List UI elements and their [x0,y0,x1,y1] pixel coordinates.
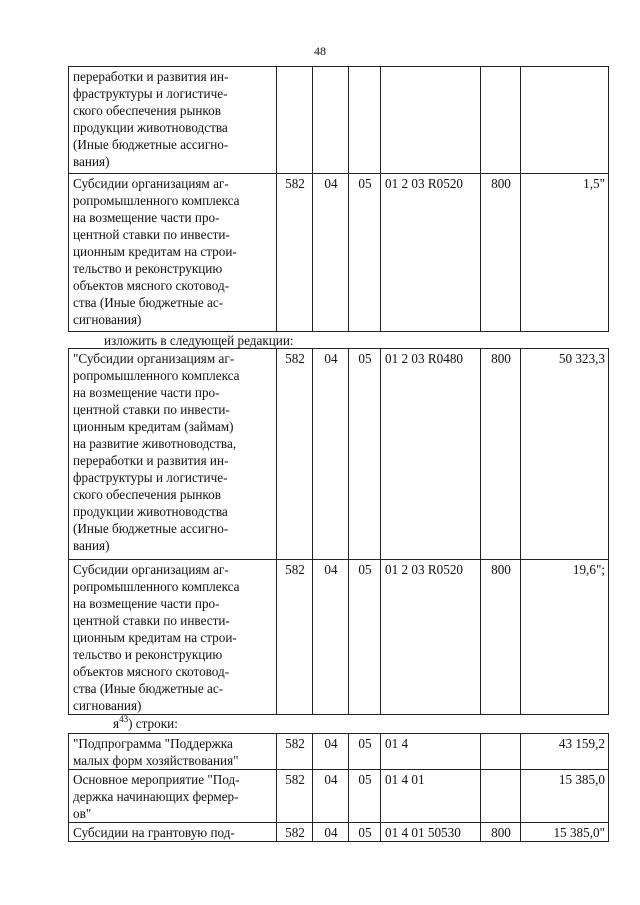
instruction-text: изложить в следующей редакции: [104,333,294,348]
subsection-code-cell: 05 [349,770,381,823]
amount-cell: 1,5" [521,174,609,332]
expense-type-cell [481,734,521,770]
table-row [69,823,609,842]
budget-table-block-2 [68,348,609,715]
ministry-code-cell: 582 [277,174,313,332]
section-code-cell: 04 [313,174,349,332]
note-prefix: я [113,716,120,731]
subsection-code-cell: 05 [349,560,381,715]
ministry-code-cell: 582 [277,349,313,560]
instruction-text-2 [113,715,178,732]
table-row [69,349,609,560]
ministry-code-cell: 582 [277,560,313,715]
section-code-cell [313,67,349,174]
amount-cell: 19,6"; [521,560,609,715]
amount-cell: 15 385,0" [521,823,609,842]
expense-type-cell: 800 [481,349,521,560]
page-number: 48 [314,44,326,58]
subsection-code-cell: 05 [349,174,381,332]
note-suffix: ) строки: [128,716,178,731]
amount-cell: 15 385,0 [521,770,609,823]
subsection-code-cell [349,67,381,174]
target-article-cell [381,67,481,174]
expense-type-cell: 800 [481,174,521,332]
table-row [69,67,609,174]
target-article-cell: 01 4 01 [381,770,481,823]
amount-cell: 50 323,3 [521,349,609,560]
footnote-ref: 43 [119,714,129,724]
expense-type-cell: 800 [481,560,521,715]
subsection-code-cell: 05 [349,823,381,842]
amount-cell: 43 159,2 [521,734,609,770]
section-code-cell: 04 [313,560,349,715]
subsection-code-cell: 05 [349,734,381,770]
table-row [69,770,609,823]
row-name-cell: Основное мероприятие "Под- держка начинающих фермер- ов" [69,770,277,823]
expense-type-cell [481,770,521,823]
expense-type-cell: 800 [481,823,521,842]
section-code-cell: 04 [313,823,349,842]
section-code-cell: 04 [313,770,349,823]
row-name-cell: Субсидии организациям аг- ропромышленного комплекса на возмещение части про- центной ставки по инвести- ционным кредитам на строи- тельство и реконструкцию объектов мясного скотовод- ства (Иные бюджетные ас- сигнования) [69,560,277,715]
row-name-cell: Субсидии на грантовую под- [69,823,277,842]
row-name-cell: "Подпрограмма "Поддержка малых форм хозяйствования" [69,734,277,770]
target-article-cell: 01 2 03 R0520 [381,174,481,332]
ministry-code-cell: 582 [277,823,313,842]
ministry-code-cell: 582 [277,770,313,823]
target-article-cell: 01 4 01 50530 [381,823,481,842]
table-row [69,174,609,332]
section-code-cell: 04 [313,349,349,560]
target-article-cell: 01 4 [381,734,481,770]
budget-table-block-1 [68,66,609,332]
budget-table-block-3 [68,733,609,842]
section-code-cell: 04 [313,734,349,770]
table-row [69,560,609,715]
row-name-cell: переработки и развития ин- фраструктуры и логистиче- ского обеспечения рынков продукции животноводства (Иные бюджетные ассигно- вания) [69,67,277,174]
target-article-cell: 01 2 03 R0520 [381,560,481,715]
ministry-code-cell [277,67,313,174]
table-row [69,734,609,770]
subsection-code-cell: 05 [349,349,381,560]
target-article-cell: 01 2 03 R0480 [381,349,481,560]
row-name-cell: Субсидии организациям аг- ропромышленного комплекса на возмещение части про- центной ставки по инвести- ционным кредитам на строи- тельство и реконструкцию объектов мясного скотовод- ства (Иные бюджетные ас- сигнования) [69,174,277,332]
ministry-code-cell: 582 [277,734,313,770]
expense-type-cell [481,67,521,174]
amount-cell [521,67,609,174]
row-name-cell: "Субсидии организациям аг- ропромышленного комплекса на возмещение части про- центной ставки по инвести- ционным кредитам (займам) на развитие животноводства, переработки и развития ин- фраструктуры и логистиче- ского обеспечения рынков продукции животноводства (Иные бюджетные ассигно- вания) [69,349,277,560]
